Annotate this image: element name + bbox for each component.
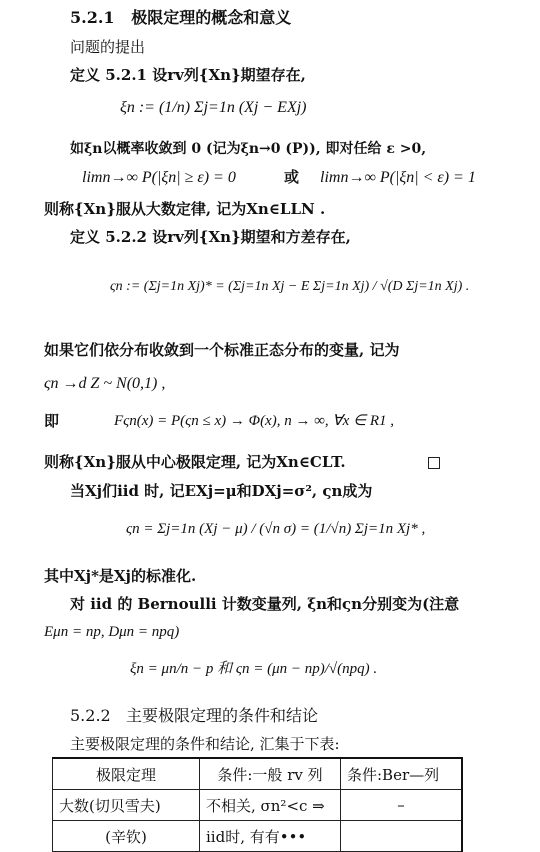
definition-2 (70, 230, 351, 245)
definition-1-formula: ξn := (1/n) Σj=1n (Xj − EXj) (120, 99, 307, 116)
section-2-title: 主要极限定理的条件和结论 (125, 706, 318, 725)
bernoulli-formula: ξn = μn/n − p 和 ςn = (μn − np)/√(npq) . (130, 661, 378, 677)
theorem-table (52, 757, 463, 852)
convergence-text: 如ξn以概率收敛到 0 (记为ξn→0 (P)), 即对任给 ε >0, (70, 141, 427, 157)
table-header-cell: 极限定理 (53, 758, 200, 790)
bernoulli-moments: Eμn = np, Dμn = npq) (44, 624, 180, 640)
lln-text: 则称{Xn}服从大数定律, 记为Xn∈LLN . (44, 200, 326, 218)
bernoulli-text: 对 iid 的 Bernoulli 计数变量列, ξn和ςn分别变为(注意 (70, 595, 460, 613)
iid-formula: ςn = Σj=1n (Xj − μ) / (√n σ) = (1/√n) Σj=1n Xj* , (126, 521, 426, 537)
section-title: 极限定理的概念和意义 (131, 8, 292, 27)
definition-1 (70, 68, 306, 83)
ji-word: 即 (44, 412, 60, 430)
definition-2-label: 定义 5.2.2 (70, 228, 147, 246)
table-header-row (53, 758, 463, 790)
limit-formula-a: limn→∞ P(|ξn| ≥ ε) = 0 (82, 169, 236, 186)
table-cell (341, 821, 463, 852)
definition-2-text: 设rv列{Xn}期望和方差存在, (152, 228, 351, 246)
section-2-heading (70, 708, 318, 724)
section-2-number: 5.2.2 (70, 706, 111, 725)
table-cell: (辛钦) (53, 821, 200, 852)
table-cell: iid时, 有有••• (200, 821, 341, 852)
or-word: 或 (284, 168, 300, 186)
summary-text: 主要极限定理的条件和结论, 汇集于下表: (70, 735, 340, 753)
normal-text: 如果它们依分布收敛到一个标准正态分布的变量, 记为 (44, 341, 400, 359)
table-row (53, 821, 463, 852)
section-heading (70, 10, 291, 26)
definition-1-text: 设rv列{Xn}期望存在, (152, 66, 306, 84)
table-row (53, 790, 463, 821)
normal-formula: ςn →d Z ~ N(0,1) , (44, 375, 166, 392)
intro-text: 问题的提出 (70, 38, 146, 56)
definition-1-label: 定义 5.2.1 (70, 66, 147, 84)
table-cell: 大数(切贝雪夫) (53, 790, 200, 821)
clt-text-content: 则称{Xn}服从中心极限定理, 记为Xn∈CLT. (44, 453, 346, 471)
table-cell: 不相关, σn²<c ⇒ (200, 790, 341, 821)
table-header-cell: 条件:Ber—列 (341, 758, 463, 790)
clt-text (44, 455, 346, 470)
ji-formula: Fςn(x) = P(ςn ≤ x) → Φ(x), n → ∞, ∀x ∈ R1 , (114, 413, 395, 429)
limit-formula-b: limn→∞ P(|ξn| < ε) = 1 (320, 169, 476, 186)
table-header-cell: 条件:一般 rv 列 (200, 758, 341, 790)
section-number: 5.2.1 (70, 8, 115, 27)
standardize-text: 其中Xj*是Xj的标准化. (44, 567, 197, 585)
definition-2-formula: ςn := (Σj=1n Xj)* = (Σj=1n Xj − E Σj=1n Xj) / √(D Σj=1n Xj) . (110, 279, 470, 294)
placeholder-box-icon (428, 456, 440, 472)
iid-text: 当Xj们iid 时, 记EXj=μ和DXj=σ², ςn成为 (70, 482, 373, 500)
table-cell: – (341, 790, 463, 821)
